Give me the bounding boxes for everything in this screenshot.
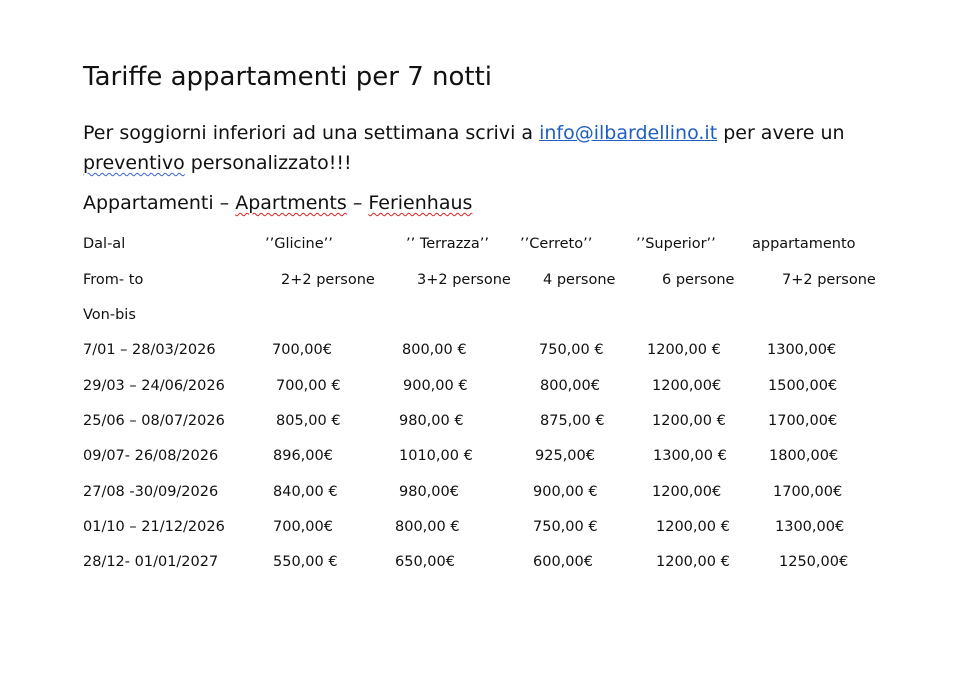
row-date-range: 25/06 – 08/07/2026 xyxy=(83,413,225,429)
price-glicine: 700,00€ xyxy=(272,342,332,358)
intro-word-preventivo: preventivo xyxy=(83,152,185,174)
price-superior: 1200,00 € xyxy=(647,342,721,358)
row-date-text: 29/03 – 24/06/2026 xyxy=(83,378,225,394)
capacity-terrazza: 3+2 persone xyxy=(417,272,511,288)
subtitle-appartamenti: Appartamenti xyxy=(83,192,214,214)
price-appartamento: 1700,00€ xyxy=(773,484,843,500)
von-bis-label: Von-bis xyxy=(83,307,136,323)
subtitle-separator: – xyxy=(346,192,369,214)
price-superior: 1200,00€ xyxy=(652,484,722,500)
price-glicine: 805,00 € xyxy=(276,413,341,429)
capacity-glicine: 2+2 persone xyxy=(281,272,375,288)
section-subtitle xyxy=(83,192,472,214)
intro-paragraph xyxy=(83,118,903,178)
price-cerreto: 750,00 € xyxy=(533,519,598,535)
price-superior: 1200,00 € xyxy=(656,519,730,535)
price-appartamento: 1300,00€ xyxy=(767,342,837,358)
price-appartamento: 1700,00€ xyxy=(768,413,838,429)
price-superior: 1200,00€ xyxy=(652,378,722,394)
row-date-range: 27/08 -30/09/2026 xyxy=(83,484,219,500)
price-cerreto: 600,00€ xyxy=(533,554,593,570)
header-superior: ’’Superior’’ xyxy=(636,236,716,252)
price-appartamento: 1500,00€ xyxy=(768,378,838,394)
price-appartamento: 1300,00€ xyxy=(775,519,845,535)
header-terrazza: ’’ Terrazza’’ xyxy=(406,236,490,252)
price-terrazza: 800,00 € xyxy=(402,342,467,358)
row-date-range xyxy=(83,378,225,394)
price-superior: 1300,00 € xyxy=(653,448,727,464)
subtitle-ferienhaus: Ferienhaus xyxy=(368,192,473,214)
price-superior: 1200,00 € xyxy=(652,413,726,429)
price-superior: 1200,00 € xyxy=(656,554,730,570)
price-terrazza: 650,00€ xyxy=(395,554,455,570)
price-glicine: 896,00€ xyxy=(273,448,333,464)
row-date-range: 7/01 – 28/03/2026 xyxy=(83,342,216,358)
price-glicine: 700,00€ xyxy=(273,519,333,535)
intro-text-line2: personalizzato!!! xyxy=(184,152,352,174)
row-date-range: 28/12- 01/01/2027 xyxy=(83,554,219,570)
intro-text-end: per avere un xyxy=(717,122,845,144)
price-cerreto: 925,00€ xyxy=(535,448,595,464)
price-glicine: 840,00 € xyxy=(273,484,338,500)
price-cerreto: 900,00 € xyxy=(533,484,598,500)
capacity-label: From- to xyxy=(83,272,144,288)
price-glicine: 700,00 € xyxy=(276,378,341,394)
price-appartamento: 1800,00€ xyxy=(769,448,839,464)
row-date-range: 09/07- 26/08/2026 xyxy=(83,448,219,464)
capacity-appartamento: 7+2 persone xyxy=(782,272,876,288)
email-link[interactable]: info@ilbardellino.it xyxy=(539,122,718,144)
row-date-range: 01/10 – 21/12/2026 xyxy=(83,519,225,535)
subtitle-apartments: Apartments xyxy=(235,192,347,214)
header-date-range: Dal-al xyxy=(83,236,126,252)
price-terrazza: 800,00 € xyxy=(395,519,460,535)
price-terrazza: 900,00 € xyxy=(403,378,468,394)
price-cerreto: 750,00 € xyxy=(539,342,604,358)
price-cerreto: 800,00€ xyxy=(540,378,600,394)
price-appartamento: 1250,00€ xyxy=(779,554,849,570)
page-title: Tariffe appartamenti per 7 notti xyxy=(83,62,493,92)
price-glicine: 550,00 € xyxy=(273,554,338,570)
header-cerreto: ’’Cerreto’’ xyxy=(520,236,593,252)
price-cerreto: 875,00 € xyxy=(540,413,605,429)
price-terrazza: 1010,00 € xyxy=(399,448,473,464)
capacity-cerreto: 4 persone xyxy=(543,272,616,288)
header-glicine: ’’Glicine’’ xyxy=(265,236,333,252)
capacity-superior: 6 persone xyxy=(662,272,735,288)
subtitle-separator: – xyxy=(213,192,236,214)
intro-text-start: Per soggiorni inferiori ad una settimana scrivi a xyxy=(83,122,540,144)
header-appartamento: appartamento xyxy=(752,236,856,252)
price-terrazza: 980,00€ xyxy=(399,484,459,500)
price-terrazza: 980,00 € xyxy=(399,413,464,429)
